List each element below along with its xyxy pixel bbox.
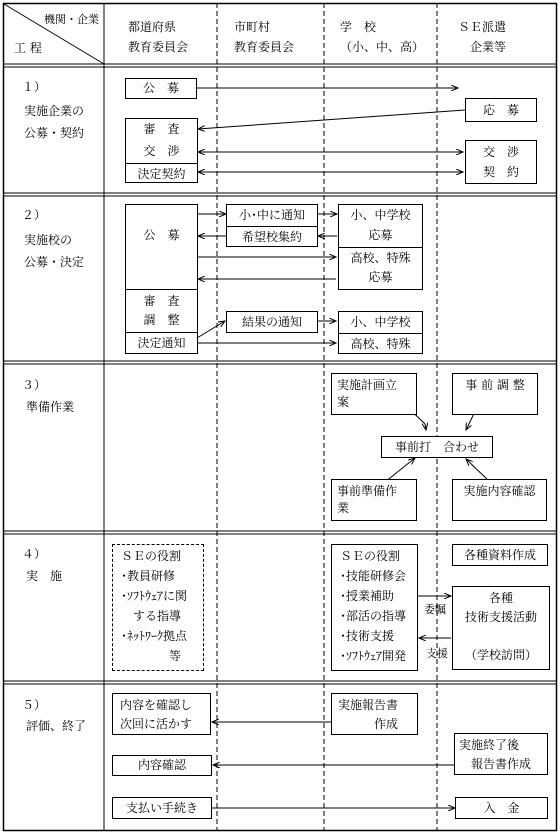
stage3-title: 準備作業 bbox=[26, 400, 75, 414]
s2-pref-koubo: 公 募 bbox=[143, 228, 180, 242]
s1-pref-kosho: 交 渉 bbox=[143, 144, 180, 158]
stage4-title: 実 施 bbox=[26, 569, 63, 583]
s2-school-shochu2: 小、中学校 bbox=[350, 315, 411, 329]
s2-pref-shinsa: 審 査 bbox=[126, 289, 197, 310]
s3-school-junbi: 事前準備作 業 bbox=[331, 479, 417, 521]
s1-pref-kettei: 決定契約 bbox=[126, 163, 197, 183]
s2-pref-chosei: 調 整 bbox=[143, 313, 180, 327]
stage5-title: 評価、終了 bbox=[26, 719, 87, 733]
s3-school-keikaku: 実施計画立 案 bbox=[331, 373, 417, 415]
s5-school-houkoku: 実施報告書 作成 bbox=[331, 693, 418, 735]
s5-se-nyukin: 入 金 bbox=[455, 797, 548, 819]
stage2-number: ２） bbox=[22, 208, 47, 222]
s1-se-box bbox=[465, 140, 537, 184]
outer-border bbox=[4, 4, 557, 831]
s1-se-kosho: 交 渉 bbox=[482, 145, 519, 159]
s3-jizen-uchiawase: 事前打 合わせ bbox=[381, 436, 493, 458]
s2-city-kibou: 希望校集約 bbox=[227, 226, 317, 246]
s2-city-box bbox=[226, 204, 318, 247]
s2-pref-box bbox=[125, 204, 198, 354]
s5-se-houkoku: 実施終了後 報告書作成 bbox=[454, 733, 548, 775]
s4-irai-label: 委嘱 bbox=[424, 603, 446, 616]
s2-city-kekka: 結果の通知 bbox=[226, 311, 318, 333]
s4-shien-label: 支援 bbox=[426, 647, 448, 660]
s1-pref-koubo: 公 募 bbox=[125, 78, 197, 99]
s4-se-katsudou: 各種 技術支援活動 （学校訪問） bbox=[452, 586, 550, 670]
s5-pref-kakunin: 内容を確認し 次回に活かす bbox=[112, 693, 211, 735]
stage4-number: ４） bbox=[22, 547, 47, 561]
stage5-number: ５） bbox=[22, 698, 47, 712]
header-col-pref: 都道府県 教育委員会 bbox=[128, 20, 189, 54]
stage1-number: １） bbox=[22, 80, 47, 94]
s2-school-koukou: 高校、特殊 bbox=[339, 247, 422, 267]
s2-pref-kettei-tsuchi: 決定通知 bbox=[126, 332, 197, 352]
header-corner-top: 機関・企業 bbox=[44, 13, 99, 26]
s2-school-koukou2: 高校、特殊 bbox=[339, 333, 422, 353]
s3-se-jizen-chosei: 事 前 調 整 bbox=[452, 373, 538, 415]
s2-school-oubo2: 応募 bbox=[368, 270, 393, 284]
s4-school-role: ＳＥの役割 ･技能研修会 ･授業補助 ･部活の指導 ･技術支援 ･ｿﾌﾄｳｪｱ開発 bbox=[331, 544, 418, 671]
s1-pref-shinsa: 審 査 bbox=[143, 122, 180, 136]
s4-pref-role: ＳＥの役割 ･教員研修 ･ｿﾌﾄｳｪｱに関 する指導 ･ﾈｯﾄﾜｰｸ拠点 等 bbox=[112, 544, 204, 671]
s4-se-shiryou: 各種資料作成 bbox=[452, 544, 548, 566]
s1-se-keiyaku: 契 約 bbox=[482, 165, 519, 179]
stage3-number: ３） bbox=[22, 378, 47, 392]
stage1-title: 実施企業の 公募・契約 bbox=[24, 104, 85, 140]
s3-se-naiyou: 実施内容確認 bbox=[452, 479, 547, 521]
s2-city-tsuchi: 小･中に通知 bbox=[238, 208, 305, 222]
stage2-title: 実施校の 公募・決定 bbox=[24, 233, 85, 269]
header-col-city: 市町村 教育委員会 bbox=[234, 20, 295, 54]
header-corner-bottom: 工 程 bbox=[14, 41, 42, 55]
s5-pref-shiharai: 支払い手続き bbox=[112, 797, 212, 819]
s1-pref-box bbox=[125, 118, 198, 183]
s2-school-oubo: 応募 bbox=[368, 228, 393, 242]
header-col-se: ＳＥ派遣 企業等 bbox=[458, 20, 507, 54]
s1-se-oubo: 応 募 bbox=[465, 98, 537, 122]
s2-school-shochu: 小、中学校 bbox=[350, 208, 411, 222]
s2-school-box bbox=[338, 204, 423, 290]
header-col-school: 学 校 （小、中、高） bbox=[340, 20, 425, 54]
s5-pref-naiyou: 内容確認 bbox=[112, 755, 212, 776]
s2-school-box2 bbox=[338, 311, 423, 354]
